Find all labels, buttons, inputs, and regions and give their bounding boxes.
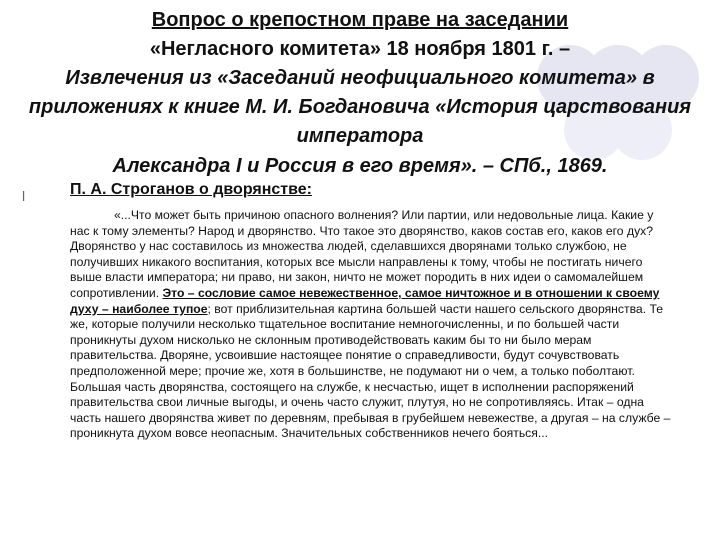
- paragraph-2: ; вот приблизительная картина большей части нашего сельского дворянства. Те же, которые получили несколько тщательное воспитание немногочисленны, и по большей части проникнуты духом нисколько не склонным противодействовать каким бы то ни было мерам правительства. Дворяне, усвоившие настоящее понятие о справедливости, будут сочувствовать предположенной мере; прочие же, хотя в большинстве, не подумают ни о чем, а только поболтают. Большая часть дворянства, состоящего на службе, к несчастью, ищет в исполнении распоряжений правительства свои личные выгоды, и очень часто служит, плутуя, но не сопротивляясь. Итак – одна часть нашего дворянства живет по деревням, пребывая в грубейшем невежестве, а другая – на службе – проникнута духом вовсе неопасным. Значительных собственников нечего бояться...: [70, 301, 671, 441]
- bullet-icon: l: [22, 188, 26, 204]
- title-line-2: «Негласного комитета» 18 ноября 1801 г. –: [149, 38, 571, 60]
- highlighted-phrase: Это – сословие самое невежественное, самое ничтожное и в отношении к своему духу – наиболее тупое: [70, 285, 660, 316]
- title-line-4: Александра I и Россия в его время». – СПб., 1869.: [112, 155, 608, 177]
- quote-body: [70, 208, 676, 442]
- paragraph-1: «...Что может быть причиною опасного волнения? Или партии, или недовольные лица. Какие у нас к тому элементы? Народ и дворянство. Что такое это дворянство, каков состав его, каков его дух? Дворянство у нас составилось из множества людей, сделавшихся дворянами только службою, не получивших никакого воспитания, которых все мысли направлены к тому, чтобы не постигать ничего выше власти императора; ни право, ни закон, ничто не может породить в них идеи о самомалейшем сопротивлении.: [70, 208, 654, 300]
- slide-title: [20, 6, 700, 181]
- title-line-1: Вопрос о крепостном праве на заседании: [151, 9, 569, 31]
- title-line-3: Извлечения из «Заседаний неофициального комитета» в приложениях к книге М. И. Богдановича «История царствования императора: [28, 67, 692, 147]
- subheading: П. А. Строганов о дворянстве:: [70, 181, 312, 198]
